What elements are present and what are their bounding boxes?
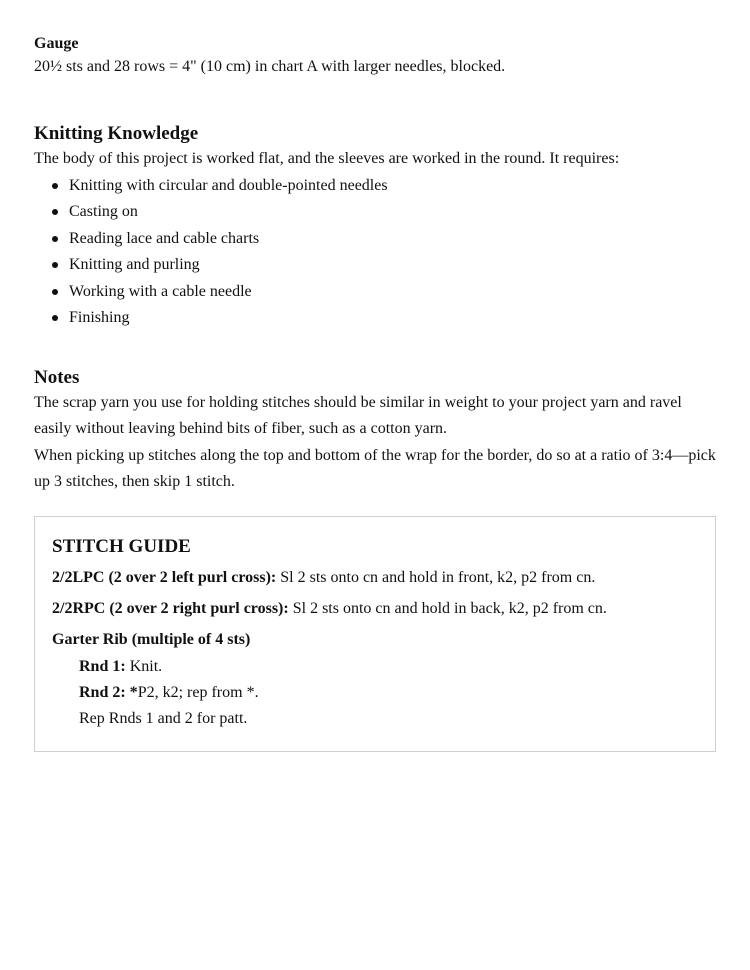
- list-item: Casting on: [69, 199, 716, 226]
- document-page: [34, 34, 716, 496]
- rpc-definition: [52, 597, 698, 621]
- list-item: Working with a cable needle: [69, 279, 716, 306]
- lpc-text: Sl 2 sts onto cn and hold in front, k2, p2 from cn.: [276, 569, 596, 586]
- rnd-2-text: P2, k2; rep from *.: [137, 684, 259, 701]
- notes-heading: Notes: [34, 366, 80, 388]
- stitch-guide-title: STITCH GUIDE: [52, 536, 191, 557]
- rnd-1-line: [79, 654, 698, 680]
- notes-paragraph-1: The scrap yarn you use for holding stitches should be similar in weight to your project yarn and ravel easily without leaving behind bits of fiber, such as a cotton yarn.: [34, 393, 682, 437]
- rnd-1-text: Knit.: [125, 658, 163, 675]
- rnd-1-label: Rnd 1:: [79, 658, 126, 675]
- rnd-2-label: Rnd 2: *: [79, 684, 138, 701]
- rpc-term: 2/2RPC (2 over 2 right purl cross):: [52, 600, 289, 617]
- garter-rib-heading: Garter Rib (multiple of 4 sts): [52, 631, 251, 648]
- list-item: Reading lace and cable charts: [69, 226, 716, 253]
- rnd-2-line: [79, 680, 698, 706]
- gauge-text: 20½ sts and 28 rows = 4" (10 cm) in chart A with larger needles, blocked.: [34, 58, 506, 75]
- list-item: Knitting with circular and double-pointed needles: [69, 173, 716, 200]
- lpc-term: 2/2LPC (2 over 2 left purl cross):: [52, 569, 277, 586]
- notes-paragraph-2: When picking up stitches along the top and bottom of the wrap for the border, do so at a ratio of 3:4—pick up 3 stitches, then skip 1 stitch.: [34, 446, 716, 490]
- repeat-line: Rep Rnds 1 and 2 for patt.: [79, 710, 248, 727]
- stitch-guide-box: [34, 516, 716, 752]
- requirements-list: [34, 173, 716, 332]
- rpc-text: Sl 2 sts onto cn and hold in back, k2, p2 from cn.: [288, 600, 607, 617]
- gauge-heading: Gauge: [34, 35, 79, 52]
- list-item: Knitting and purling: [69, 252, 716, 279]
- list-item: Finishing: [69, 305, 716, 332]
- knitting-knowledge-intro: The body of this project is worked flat, and the sleeves are worked in the round. It requires:: [34, 150, 620, 167]
- lpc-definition: [52, 566, 698, 590]
- knitting-knowledge-heading: Knitting Knowledge: [34, 123, 199, 144]
